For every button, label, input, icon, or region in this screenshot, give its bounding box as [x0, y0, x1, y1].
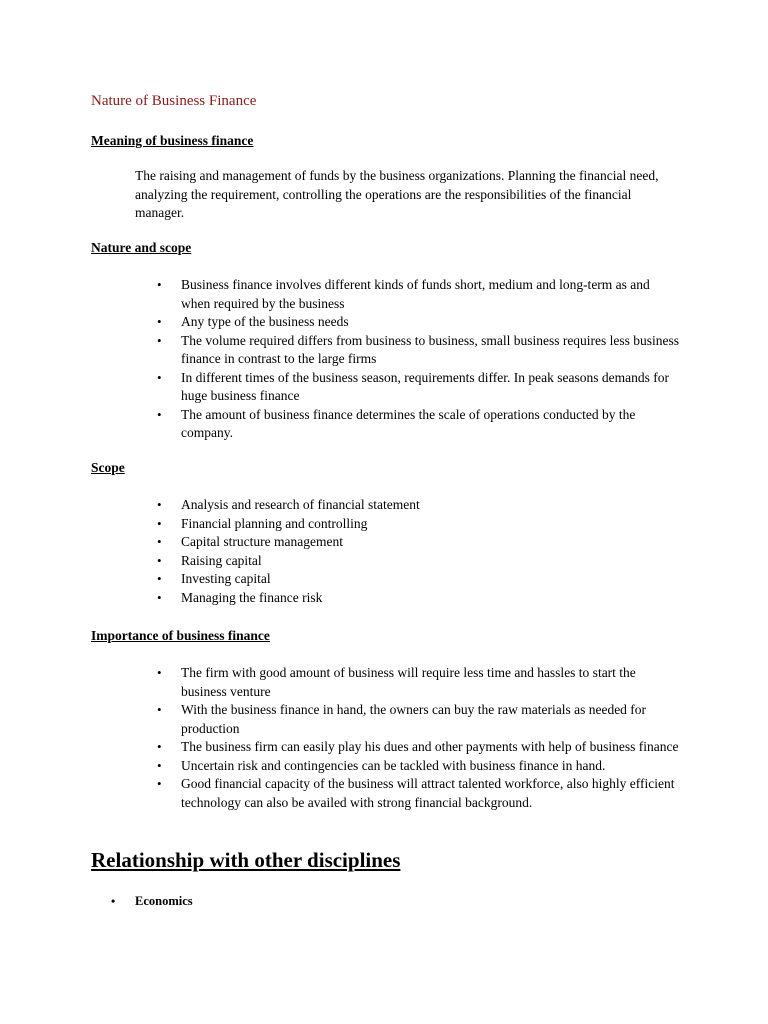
- list-item: [0, 570, 681, 589]
- bullet-icon: •: [157, 515, 162, 531]
- page-title: Nature of Business Finance: [91, 93, 257, 109]
- bullet-icon: •: [157, 497, 162, 512]
- bullet-icon: •: [157, 589, 162, 605]
- bullet-icon: •: [157, 369, 162, 385]
- list-item-text: The amount of business finance determines the scale of operations conducted by the company.: [181, 406, 636, 440]
- list-item-text: Capital structure management: [181, 534, 343, 549]
- list-item-text: In different times of the business season, requirements differ. In peak seasons demands for huge business finance: [181, 369, 669, 403]
- list-item: [0, 552, 681, 571]
- list-item-text: The firm with good amount of business will require less time and hassles to start the business venture: [181, 665, 636, 699]
- list-item: [0, 276, 681, 313]
- scope-list: [0, 496, 681, 607]
- list-item: [0, 369, 681, 406]
- bullet-icon: •: [157, 571, 162, 586]
- importance-heading: Importance of business finance: [91, 628, 270, 643]
- bullet-icon: •: [157, 534, 162, 549]
- list-item: [0, 515, 681, 534]
- list-item: [0, 313, 681, 332]
- list-item: [0, 775, 681, 812]
- bullet-icon: •: [157, 552, 162, 568]
- list-item-text: Financial planning and controlling: [181, 515, 368, 531]
- list-item-text: Business finance involves different kinds of funds short, medium and long-term as and when required by the business: [181, 277, 650, 311]
- list-item-text: The volume required differs from business to business, small business requires less business finance in contrast to the large firms: [181, 332, 680, 366]
- bullet-icon: •: [111, 894, 116, 908]
- bullet-icon: •: [157, 314, 162, 329]
- list-item: [0, 701, 681, 738]
- list-item: [0, 496, 681, 515]
- bullet-icon: •: [157, 776, 162, 791]
- list-item-text: The business firm can easily play his dues and other payments with help of business finance: [181, 739, 679, 754]
- list-item-text: Uncertain risk and contingencies can be tackled with business finance in hand.: [181, 757, 606, 773]
- list-item: [0, 406, 681, 443]
- importance-list: [0, 664, 681, 812]
- bullet-icon: •: [157, 406, 162, 422]
- scope-heading: Scope: [91, 460, 125, 475]
- list-item-text: Managing the finance risk: [181, 589, 323, 605]
- list-item: [0, 664, 681, 701]
- list-item: [0, 589, 681, 608]
- list-item: [0, 738, 681, 757]
- bullet-icon: •: [157, 702, 162, 717]
- bullet-icon: •: [157, 757, 162, 773]
- bullet-icon: •: [157, 739, 162, 754]
- list-item: [0, 757, 681, 776]
- list-item: [0, 332, 681, 369]
- nature-scope-list: [0, 276, 681, 443]
- list-item-text: Raising capital: [181, 552, 262, 568]
- list-item-text: Any type of the business needs: [181, 314, 349, 329]
- meaning-paragraph: The raising and management of funds by the business organizations. Planning the financial need, analyzing the requirement, controlling the operations are the responsibilities of the financial manager.: [135, 168, 659, 220]
- list-item-text: Investing capital: [181, 571, 271, 586]
- bullet-icon: •: [157, 665, 162, 680]
- relationship-heading: Relationship with other disciplines: [91, 848, 401, 872]
- meaning-heading: Meaning of business finance: [91, 133, 254, 148]
- bullet-icon: •: [157, 277, 162, 292]
- list-item-text: With the business finance in hand, the owners can buy the raw materials as needed for production: [181, 702, 647, 736]
- list-item-text: Analysis and research of financial statement: [181, 497, 420, 512]
- list-item: [0, 533, 681, 552]
- list-item-text: Good financial capacity of the business will attract talented workforce, also highly efficient technology can also be availed with strong financial background.: [181, 776, 675, 810]
- nature-scope-heading: Nature and scope: [91, 240, 192, 255]
- relationship-list: [0, 892, 193, 910]
- list-item-text: Economics: [135, 894, 193, 908]
- bullet-icon: •: [157, 332, 162, 348]
- list-item: [0, 892, 193, 910]
